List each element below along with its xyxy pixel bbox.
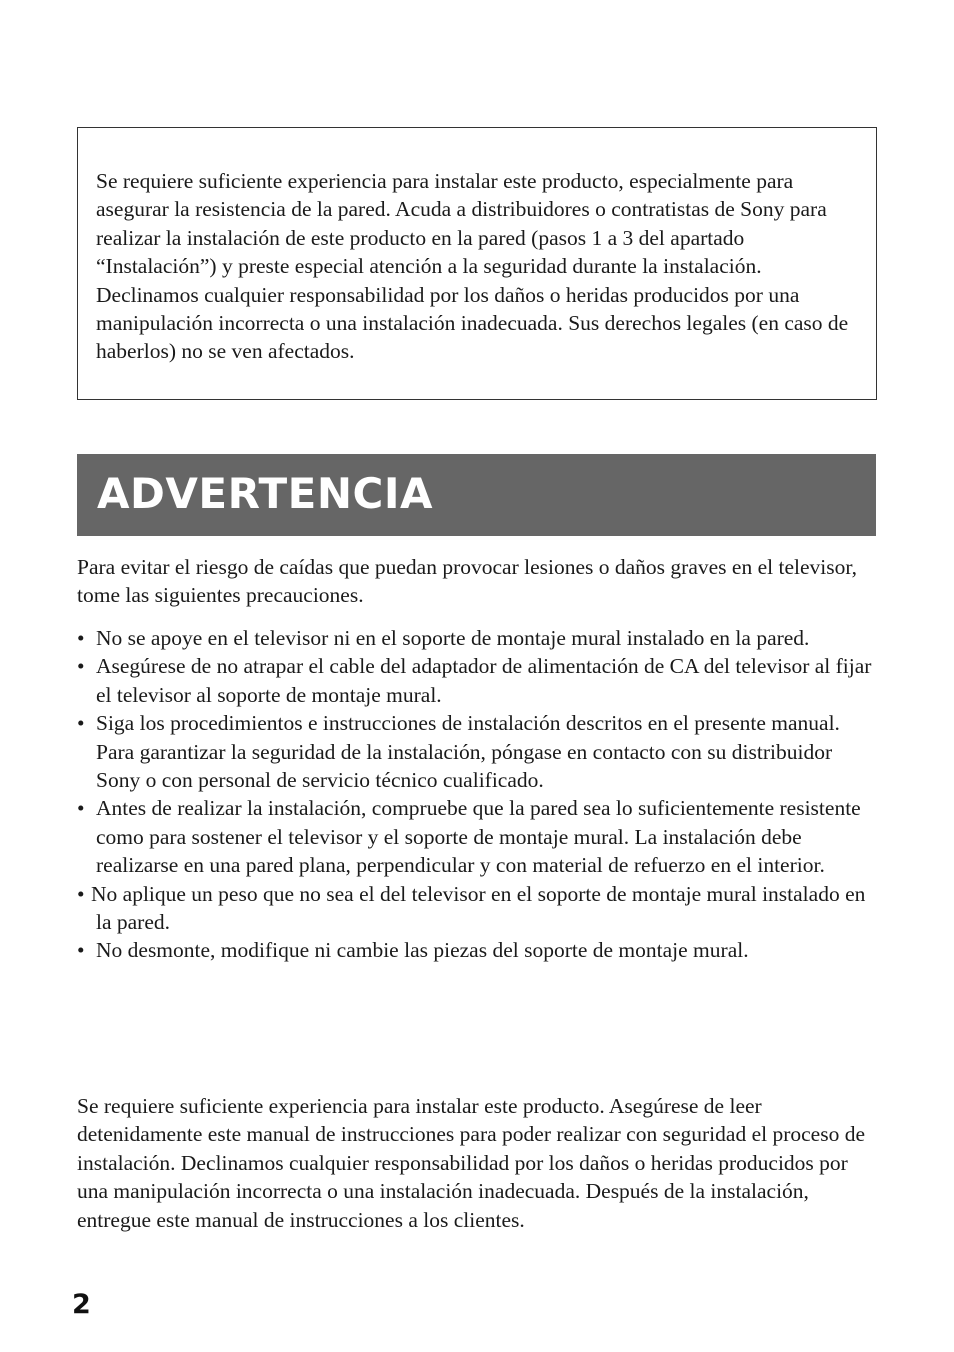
bullet-marker: •	[77, 654, 85, 679]
warning-banner	[77, 454, 876, 536]
precaution-item	[77, 794, 877, 879]
bullet-marker: •	[77, 796, 85, 821]
notice-text: Se requiere suficiente experiencia para instalar este producto, especialmente para asegurar la resistencia de la pared. Acuda a distribuidores o contratistas de Sony para realizar la instalación de este producto en la pared (pasos 1 a 3 del apartado “Instalación”) y preste especial atención a la seguridad durante la instalación. Declinamos cualquier responsabilidad por los daños o heridas producidos por una manipulación incorrecta o una instalación inadecuada. Sus derechos legales (en caso de haberlos) no se ven afectados.	[96, 169, 849, 364]
precaution-item	[77, 709, 877, 794]
warning-title: ADVERTENCIA	[97, 469, 433, 518]
closing-paragraph: Se requiere suficiente experiencia para instalar este producto. Asegúrese de leer detenidamente este manual de instrucciones para poder realizar con seguridad el proceso de instalación. Declinamos cualquier responsabilidad por los daños o heridas producidos por una manipulación incorrecta o una instalación inadecuada. Después de la instalación, entregue este manual de instrucciones a los clientes.	[77, 1094, 865, 1232]
precaution-item	[77, 652, 877, 709]
page-number: 2	[72, 1289, 91, 1320]
precaution-text: Asegúrese de no atrapar el cable del adaptador de alimentación de CA del televisor al fijar el televisor al soporte de montaje mural.	[96, 654, 872, 707]
precaution-item	[77, 880, 877, 937]
bullet-marker: •	[77, 711, 85, 736]
precaution-item	[77, 624, 877, 652]
precaution-followup: Para garantizar la seguridad de la instalación, póngase en contacto con su distribuidor Sony o con personal de servicio técnico cualificado.	[96, 739, 833, 793]
precaution-text: Antes de realizar la instalación, compruebe que la pared sea lo suficientemente resistente como para sostener el televisor y el soporte de montaje mural. La instalación debe realizarse en una pared plana, perpendicular y con material de refuerzo en el interior.	[96, 796, 861, 878]
bullet-marker: •	[77, 626, 85, 650]
bullet-marker: •	[77, 881, 85, 906]
precaution-text: Siga los procedimientos e instrucciones de instalación descritos en el presente manual.	[96, 711, 840, 736]
precaution-text: No aplique un peso que no sea el del televisor en el soporte de montaje mural instalado en la pared.	[91, 881, 866, 935]
bullet-marker: •	[77, 938, 85, 963]
precaution-text: No desmonte, modifique ni cambie las piezas del soporte de montaje mural.	[96, 938, 749, 963]
precaution-text: No se apoye en el televisor ni en el soporte de montaje mural instalado en la pared.	[96, 626, 810, 650]
precaution-list	[77, 624, 877, 965]
precaution-item	[77, 936, 877, 964]
warning-intro: Para evitar el riesgo de caídas que puedan provocar lesiones o daños graves en el televisor, tome las siguientes precauciones.	[77, 555, 858, 608]
